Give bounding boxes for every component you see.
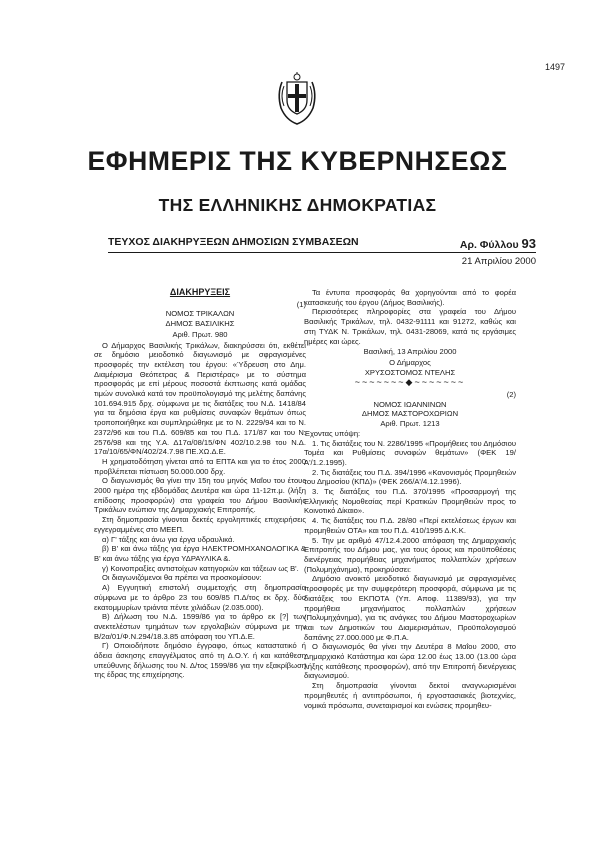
- list-item: 4. Τις διατάξεις του Π.Δ. 28/80 «Περί εκτελέσεως έργων και προμηθειών ΟΤΑ» και του Π.Δ. 410/1995 Δ.Κ.Κ.: [304, 516, 516, 535]
- paragraph: Ο διαγωνισμός θα γίνει την Δευτέρα 8 Μαΐου 2000, στο Δημαρχιακό Κατάστημα και ώρα 12.00 έως 13.00 (13.00 ώρα λήξης κατάθεσης προσφορών), από την Επιτροπή διενέργειας διαγωνισμού.: [304, 642, 516, 681]
- paragraph: Τα έντυπα προσφοράς θα χορηγούνται από το φορέα κατασκευής του έργου (Δήμος Βασιλικής).: [304, 288, 516, 307]
- signatory-title: Ο Δήμαρχος: [389, 357, 431, 367]
- sheet-number-label: Αρ. Φύλλου 93: [459, 236, 536, 251]
- protocol-number: Αριθ. Πρωτ. 1213: [380, 419, 440, 429]
- municipality: ΔΗΜΟΣ ΜΑΣΤΟΡΟΧΩΡΙΩΝ: [361, 409, 459, 419]
- left-column: [94, 288, 306, 680]
- list-item: Α) Εγγυητική επιστολή συμμετοχής στη δημοπρασία σύμφωνα με το άρθρο 23 του 609/85 Π.Δ/τος εκ δρχ. δύο εκατομμυρίων τριάντα πέντε χιλιάδων (2.035.000).: [94, 583, 306, 612]
- paragraph: Στη δημοπρασία γίνονται δεκτές εργοληπτικές επιχειρήσεις εγγεγραμμένες στο ΜΕΕΠ.: [94, 515, 306, 534]
- prefecture: ΝΟΜΟΣ ΙΩΑΝΝΙΝΩΝ: [373, 399, 447, 409]
- paragraph: Στη δημοπρασία γίνονται δεκτοί αναγνωρισμένοι προμηθευτές ή αντιπρόσωποι, ή εργοστασιακές βιοτεχνίες, νομικά πρόσωπα, συνεταιρισμοί και ενώσεις προμηθευ-: [304, 681, 516, 710]
- list-item: Γ) Οποιοδήποτε δημόσιο έγγραφο, όπως καταστατικό ή άδεια άσκησης επαγγέλματος από τη Δ.Ο.Υ. ή και κατάθεση υπεύθυνης δήλωσης του Ν. Δ/τος 1599/86 για την εξακρίβωση της έδρας της επιχείρησης.: [94, 641, 306, 680]
- list-item: Β) Δήλωση του Ν.Δ. 1599/86 για το άρθρο εκ [?] των ανεκτελέστων τμημάτων των εργολαβιών σύμφωνα με την Β/2α/01/Φ.Ν.294/18.3.85 απόφαση του ΥΠ.Δ.Ε.: [94, 612, 306, 641]
- paragraph: Ο Δήμαρχος Βασιλικής Τρικάλων, διακηρύσσει ότι, εκθέτει σε δημόσιο μειοδοτικό διαγωνισμό με σφραγισμένες προσφορές την εκτέλεση του έργου: «Ύδρευση στο Δημ. Διαμέρισμα Θεόπετρας & Περιστέρας» με το σύστημα προσφοράς με επί μέρους ποσοστά έκπτωσης κατά ομάδας τιμών συνολικά κατά τον προϋπολογισμό της μελέτης δαπάνης 101.694.915 δρχ. σύμφωνα με τις διατάξεις του Ν.Δ. 1418/84 για τα δημόσια έργα και ρυθμίσεις συναφών θεμάτων όπως τροποποιήθηκε και συμπληρώθηκε με το Ν. 2229/94 και το Ν. 2372/96 και του Π.Δ. 609/85 και του Π.Δ. 171/87 και του Ν. 2576/98 και της Υ.Α. Δ17α/08/15/ΦΝ 402/10.2.98 του Ν.Δ. 17α/10/65/ΦΝ/402/24.7.98 ΠΕ.ΧΩ.Δ.Ε.: [94, 340, 306, 457]
- list-item: 3. Τις διατάξεις του Π.Δ. 370/1995 «Προσαρμογή της Ελληνικής Νομοθεσίας περί Κρατικών Προμηθειών προς το Κοινοτικό Δίκαιο».: [304, 487, 516, 516]
- paragraph: Δημόσιο ανοικτό μειοδοτικό διαγωνισμό με σφραγισμένες προσφορές με την συμφερότερη προσφορά, σύμφωνα με τις διατάξεις του ΕΚΠΟΤΑ (Υπ. Αποφ. 11389/93), για την προμήθεια μηχανήματος πολλαπλών χρήσεων (Πολυμηχάνημα), για τις ανάγκες του Δήμου Μαστοροχωρίων και των Δημοτικών του Διαμερισμάτων, Προϋπολογισμού δαπάνης 27.000.000 με Φ.Π.Α.: [304, 574, 516, 642]
- greek-coat-of-arms-icon: [272, 70, 322, 126]
- ornament-divider: ~~~~~~~◆~~~~~~~: [354, 377, 466, 388]
- header-divider: [108, 252, 536, 253]
- issue-info-bar: [108, 236, 536, 251]
- paragraph: Περισσότερες πληροφορίες στα γραφεία του Δήμου Βασιλικής Τρικάλων, τηλ. 0432-91111 και 91272, καθώς και στη ΤΥΔΚ Ν. Τρικάλων, τηλ. 0431-28069, κατά τις εργάσιμες ημέρες και ώρες.: [304, 307, 516, 346]
- paragraph: Ο διαγωνισμός θα γίνει την 15η του μηνός Μαΐου του έτους 2000 ημέρα της εβδομάδας Δευτέρα και ώρα 11-12π.μ. (λήξη επίδοσης προσφορών) στα γραφεία του Δήμου Βασιλικής Τρικάλων ενώπιον της Δημαρχιακής Επιτροπής.: [94, 476, 306, 515]
- gazette-title: ΕΦΗΜΕΡΙΣ ΤΗΣ ΚΥΒΕΡΝΗΣΕΩΣ: [87, 146, 508, 176]
- list-item: α) Γ' τάξης και άνω για έργα υδραυλικά.: [102, 534, 235, 544]
- list-item: 1. Τις διατάξεις του Ν. 2286/1995 «Προμήθειες του Δημόσιου Τομέα και Ρυθμίσεις συναφών θεμάτων» (ΦΕΚ 19/Α'/1.2.1995).: [304, 438, 516, 467]
- section-heading: ΔΙΑΚΗΡΥΞΕΙΣ: [169, 287, 231, 297]
- notice-number: (2): [506, 390, 516, 400]
- paragraph: Οι διαγωνιζόμενοι θα πρέπει να προσκομίσουν:: [102, 573, 262, 583]
- signatory-name: ΧΡΥΣΟΣΤΟΜΟΣ ΝΤΕΛΗΣ: [364, 367, 456, 377]
- page-number: 1497: [544, 62, 565, 72]
- list-item: β) Β' και άνω τάξης για έργα ΗΛΕΚΤΡΟΜΗΧΑΝΟΛΟΓΙΚΑ & Β' και άνω τάξης για έργα ΥΔΡΑΥΛΙΚΑ &.: [94, 544, 306, 563]
- protocol-number: Αριθ. Πρωτ. 980: [172, 329, 228, 339]
- paragraph: Η χρηματοδότηση γίνεται από τα ΕΠΤΑ και για το έτος 2000 προβλέπεται πίστωση 50.000.000 δρχ.: [94, 456, 306, 476]
- municipality: ΔΗΜΟΣ ΒΑΣΙΛΙΚΗΣ: [165, 319, 235, 329]
- notice-number: (1): [296, 299, 306, 309]
- considering-heading: Έχοντας υπόψη:: [304, 428, 361, 438]
- list-item: γ) Κοινοπραξίες αντιστοίχων κατηγοριών και τάξεων ως Β'.: [102, 563, 299, 573]
- list-item: 5. Την με αριθμό 47/12.4.2000 απόφαση της Δημαρχιακής Επιτροπής του Δήμου μας, για τους όρους και προϋποθέσεις διενέργειας προμήθειας μηχανήματος πολλαπλών χρήσεων (Πολυμηχάνημα), προκηρύσσει:: [304, 535, 516, 574]
- right-column: [304, 288, 516, 710]
- list-item: 2. Τις διατάξεις του Π.Δ. 394/1996 «Κανονισμός Προμηθειών του Δημοσίου (ΚΠΔ)» (ΦΕΚ 266/Α'/4.12.1996).: [304, 467, 516, 487]
- sheet-number: 93: [521, 236, 536, 251]
- prefecture: ΝΟΜΟΣ ΤΡΙΚΑΛΩΝ: [165, 309, 235, 319]
- issue-date: 21 Απριλίου 2000: [461, 256, 536, 267]
- issue-series: ΤΕΥΧΟΣ ΔΙΑΚΗΡΥΞΕΩΝ ΔΗΜΟΣΙΩΝ ΣΥΜΒΑΣΕΩΝ: [108, 236, 359, 248]
- gazette-subtitle: ΤΗΣ ΕΛΛΗΝΙΚΗΣ ΔΗΜΟΚΡΑΤΙΑΣ: [158, 195, 437, 215]
- place-date: Βασιλική, 13 Απριλίου 2000: [363, 347, 457, 357]
